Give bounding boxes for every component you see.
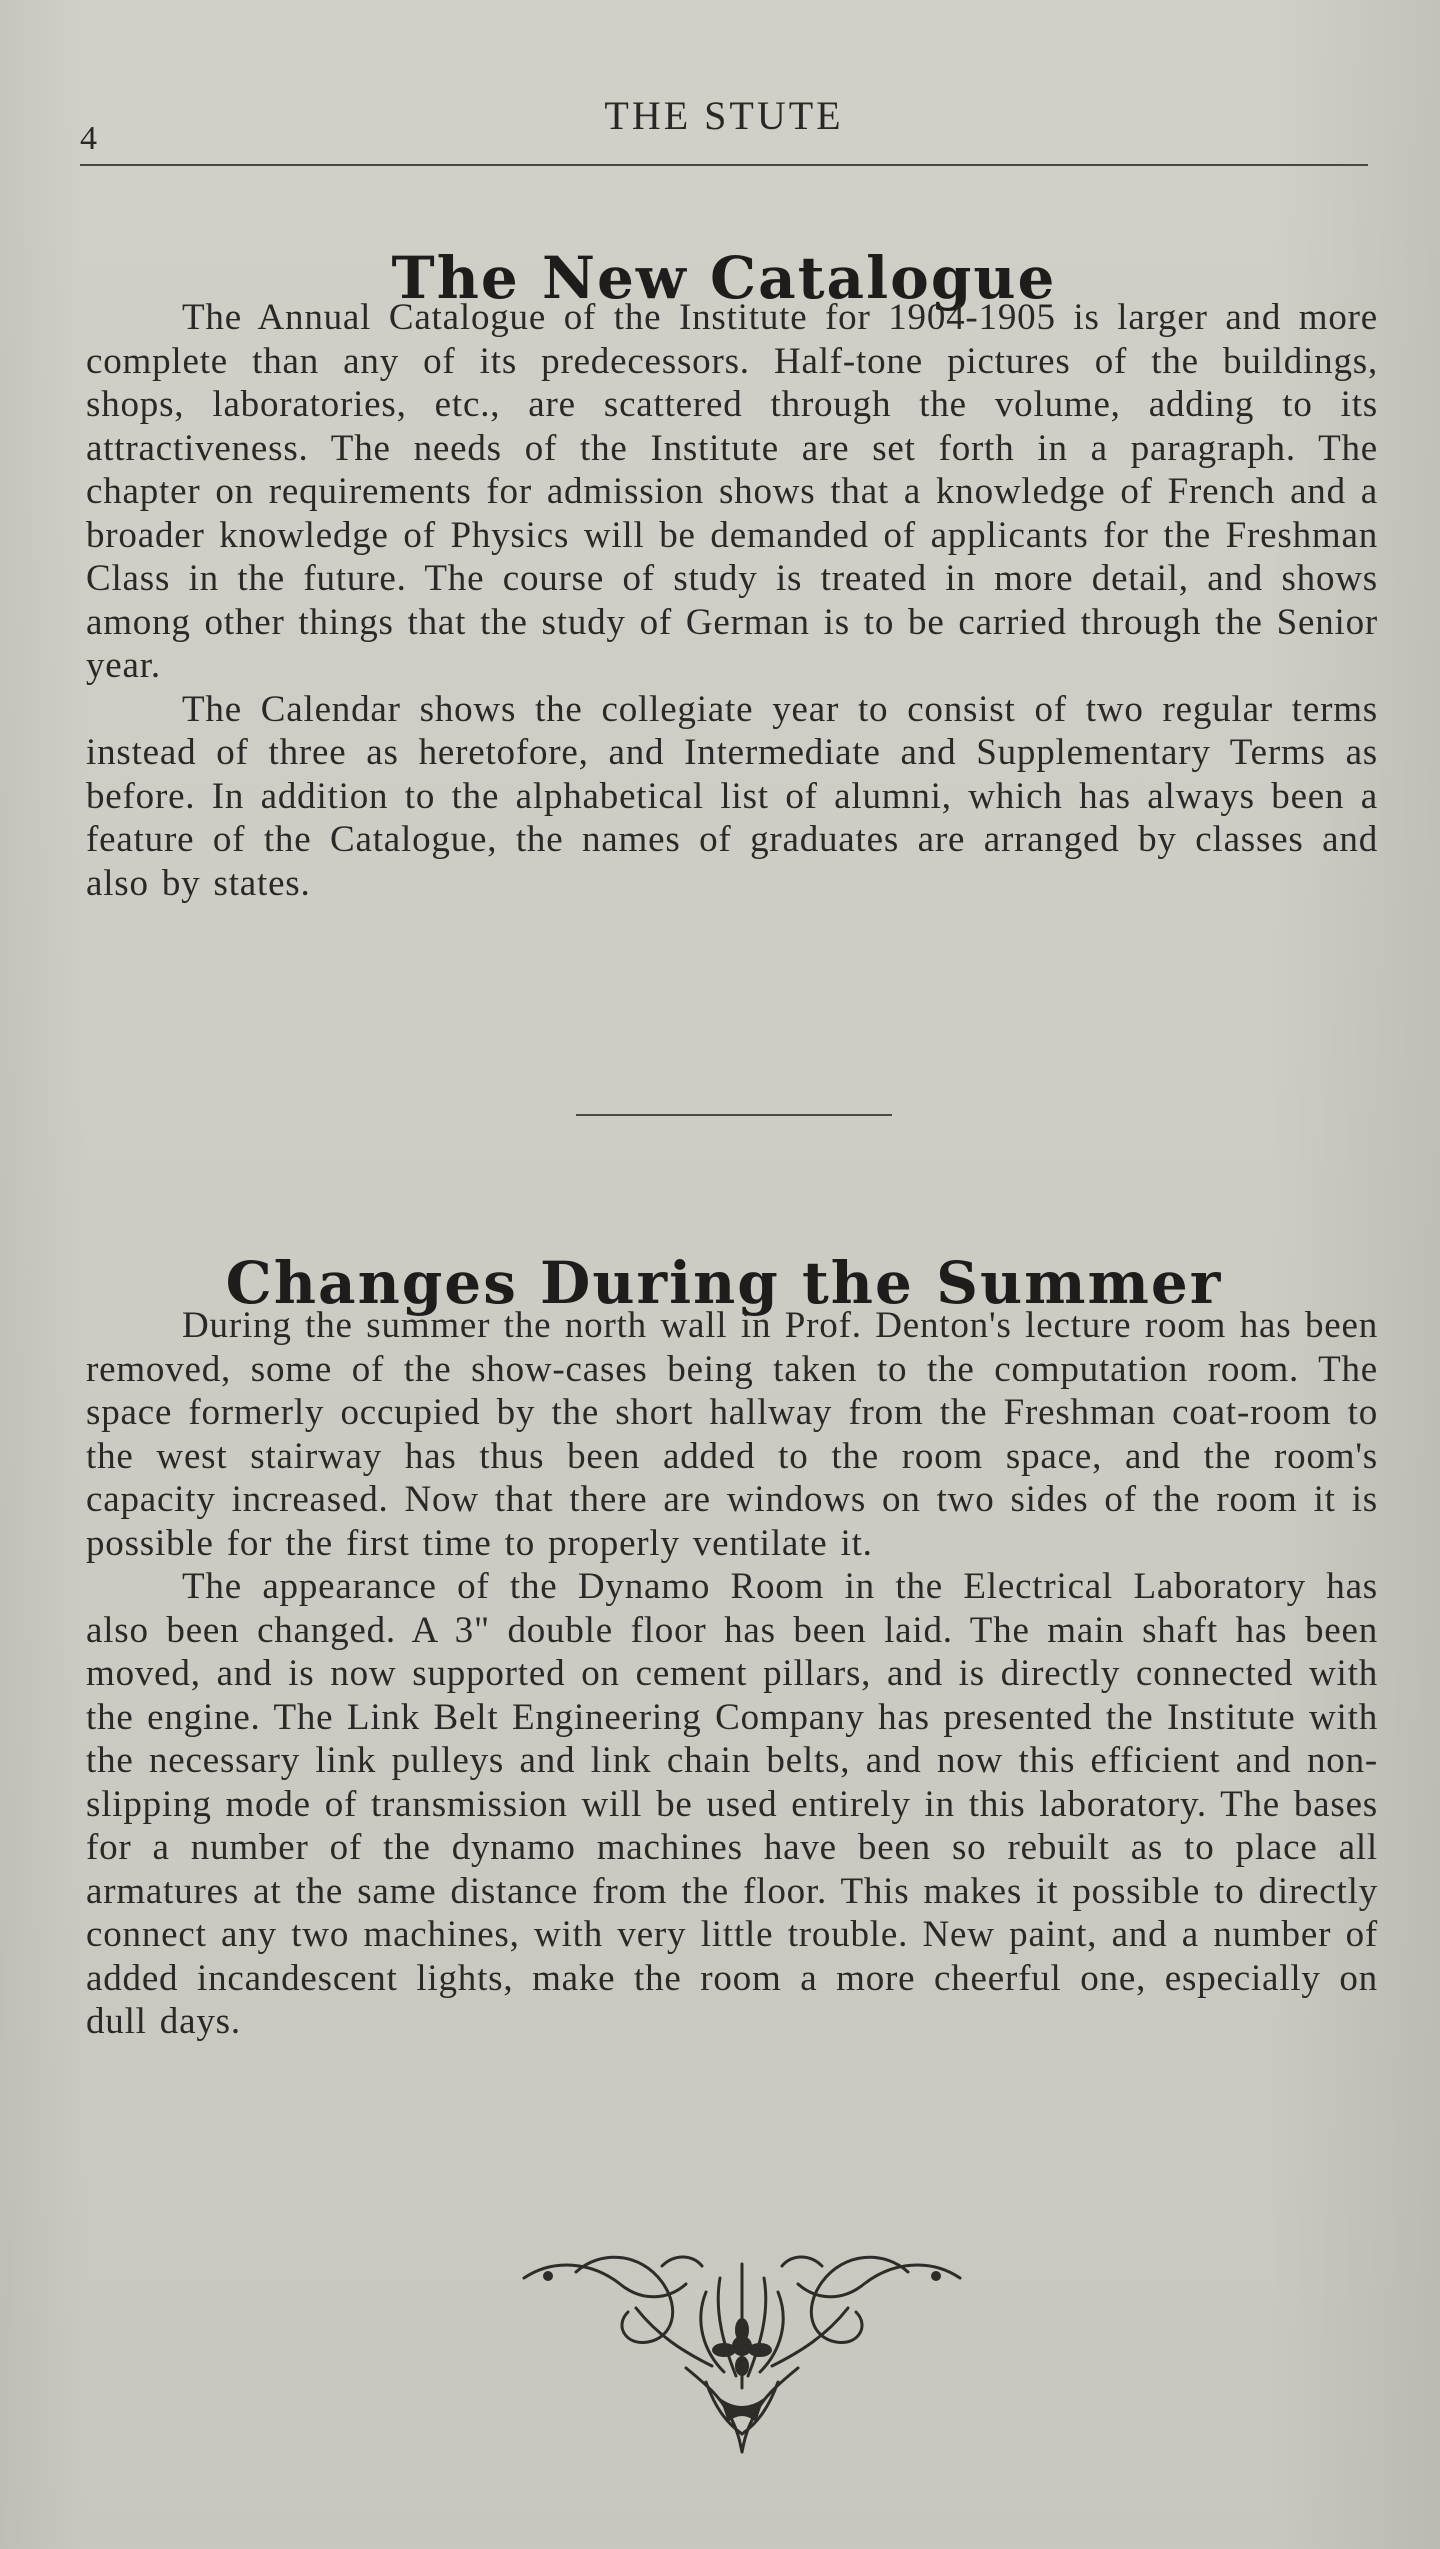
paragraph: The Calendar shows the collegiate year to consist of two regular terms instead of three as heretofore, and Intermediate and Supplementary Terms as before. In addition to the alphabetical list of alumni, which has always been a feature of the Catalogue, the names of graduates are arranged by classes and also by states. [86, 688, 1378, 904]
header-rule [80, 164, 1368, 166]
article-body-changes-summer [86, 1304, 1378, 2044]
floral-ornament-icon [516, 2250, 968, 2458]
paragraph: The Annual Catalogue of the Institute for 1904-1905 is larger and more complete than any of its predecessors. Half-tone pictures of the buildings, shops, laboratories, etc., are scattered through the volume, adding to its attractiveness. The needs of the Institute are set forth in a paragraph. The chapter on requirements for admission shows that a knowledge of French and a broader knowledge of Physics will be demanded of applicants for the Freshman Class in the future. The course of study is treated in more detail, and shows among other things that the study of German is to be carried through the Senior year. [86, 297, 1378, 686]
journal-title: THE STUTE [604, 93, 844, 138]
page-header [80, 82, 1368, 172]
paragraph: The appearance of the Dynamo Room in the Electrical Laboratory has also been changed. A 3" double floor has been laid. The main shaft has been moved, and is now supported on cement pillars, and is directly connected with the engine. The Link Belt Engineering Company has presented the Institute with the necessary link pulleys and link chain belts, and now this efficient and non-slipping mode of transmission will be used entirely in this laboratory. The bases for a number of the dynamo machines have been so rebuilt as to place all armatures at the same distance from the floor. This makes it possible to directly connect any two machines, with very little trouble. New paint, and a number of added incandescent lights, make the room a more cheerful one, especially on dull days. [86, 1566, 1378, 2042]
article-title-new-catalogue: The New Catalogue [391, 243, 1057, 312]
page-number: 4 [80, 120, 98, 157]
article-body-new-catalogue [86, 296, 1378, 905]
article-title-changes-summer: Changes During the Summer [225, 1248, 1223, 1317]
section-divider [576, 1114, 892, 1116]
paragraph: During the summer the north wall in Prof. Denton's lecture room has been removed, some of the show-cases being taken to the computation room. The space formerly occupied by the short hallway from the Freshman coat-room to the west stairway has thus been added to the room space, and the room's capacity increased. Now that there are windows on two sides of the room it is possible for the first time to properly ventilate it. [86, 1305, 1378, 1564]
